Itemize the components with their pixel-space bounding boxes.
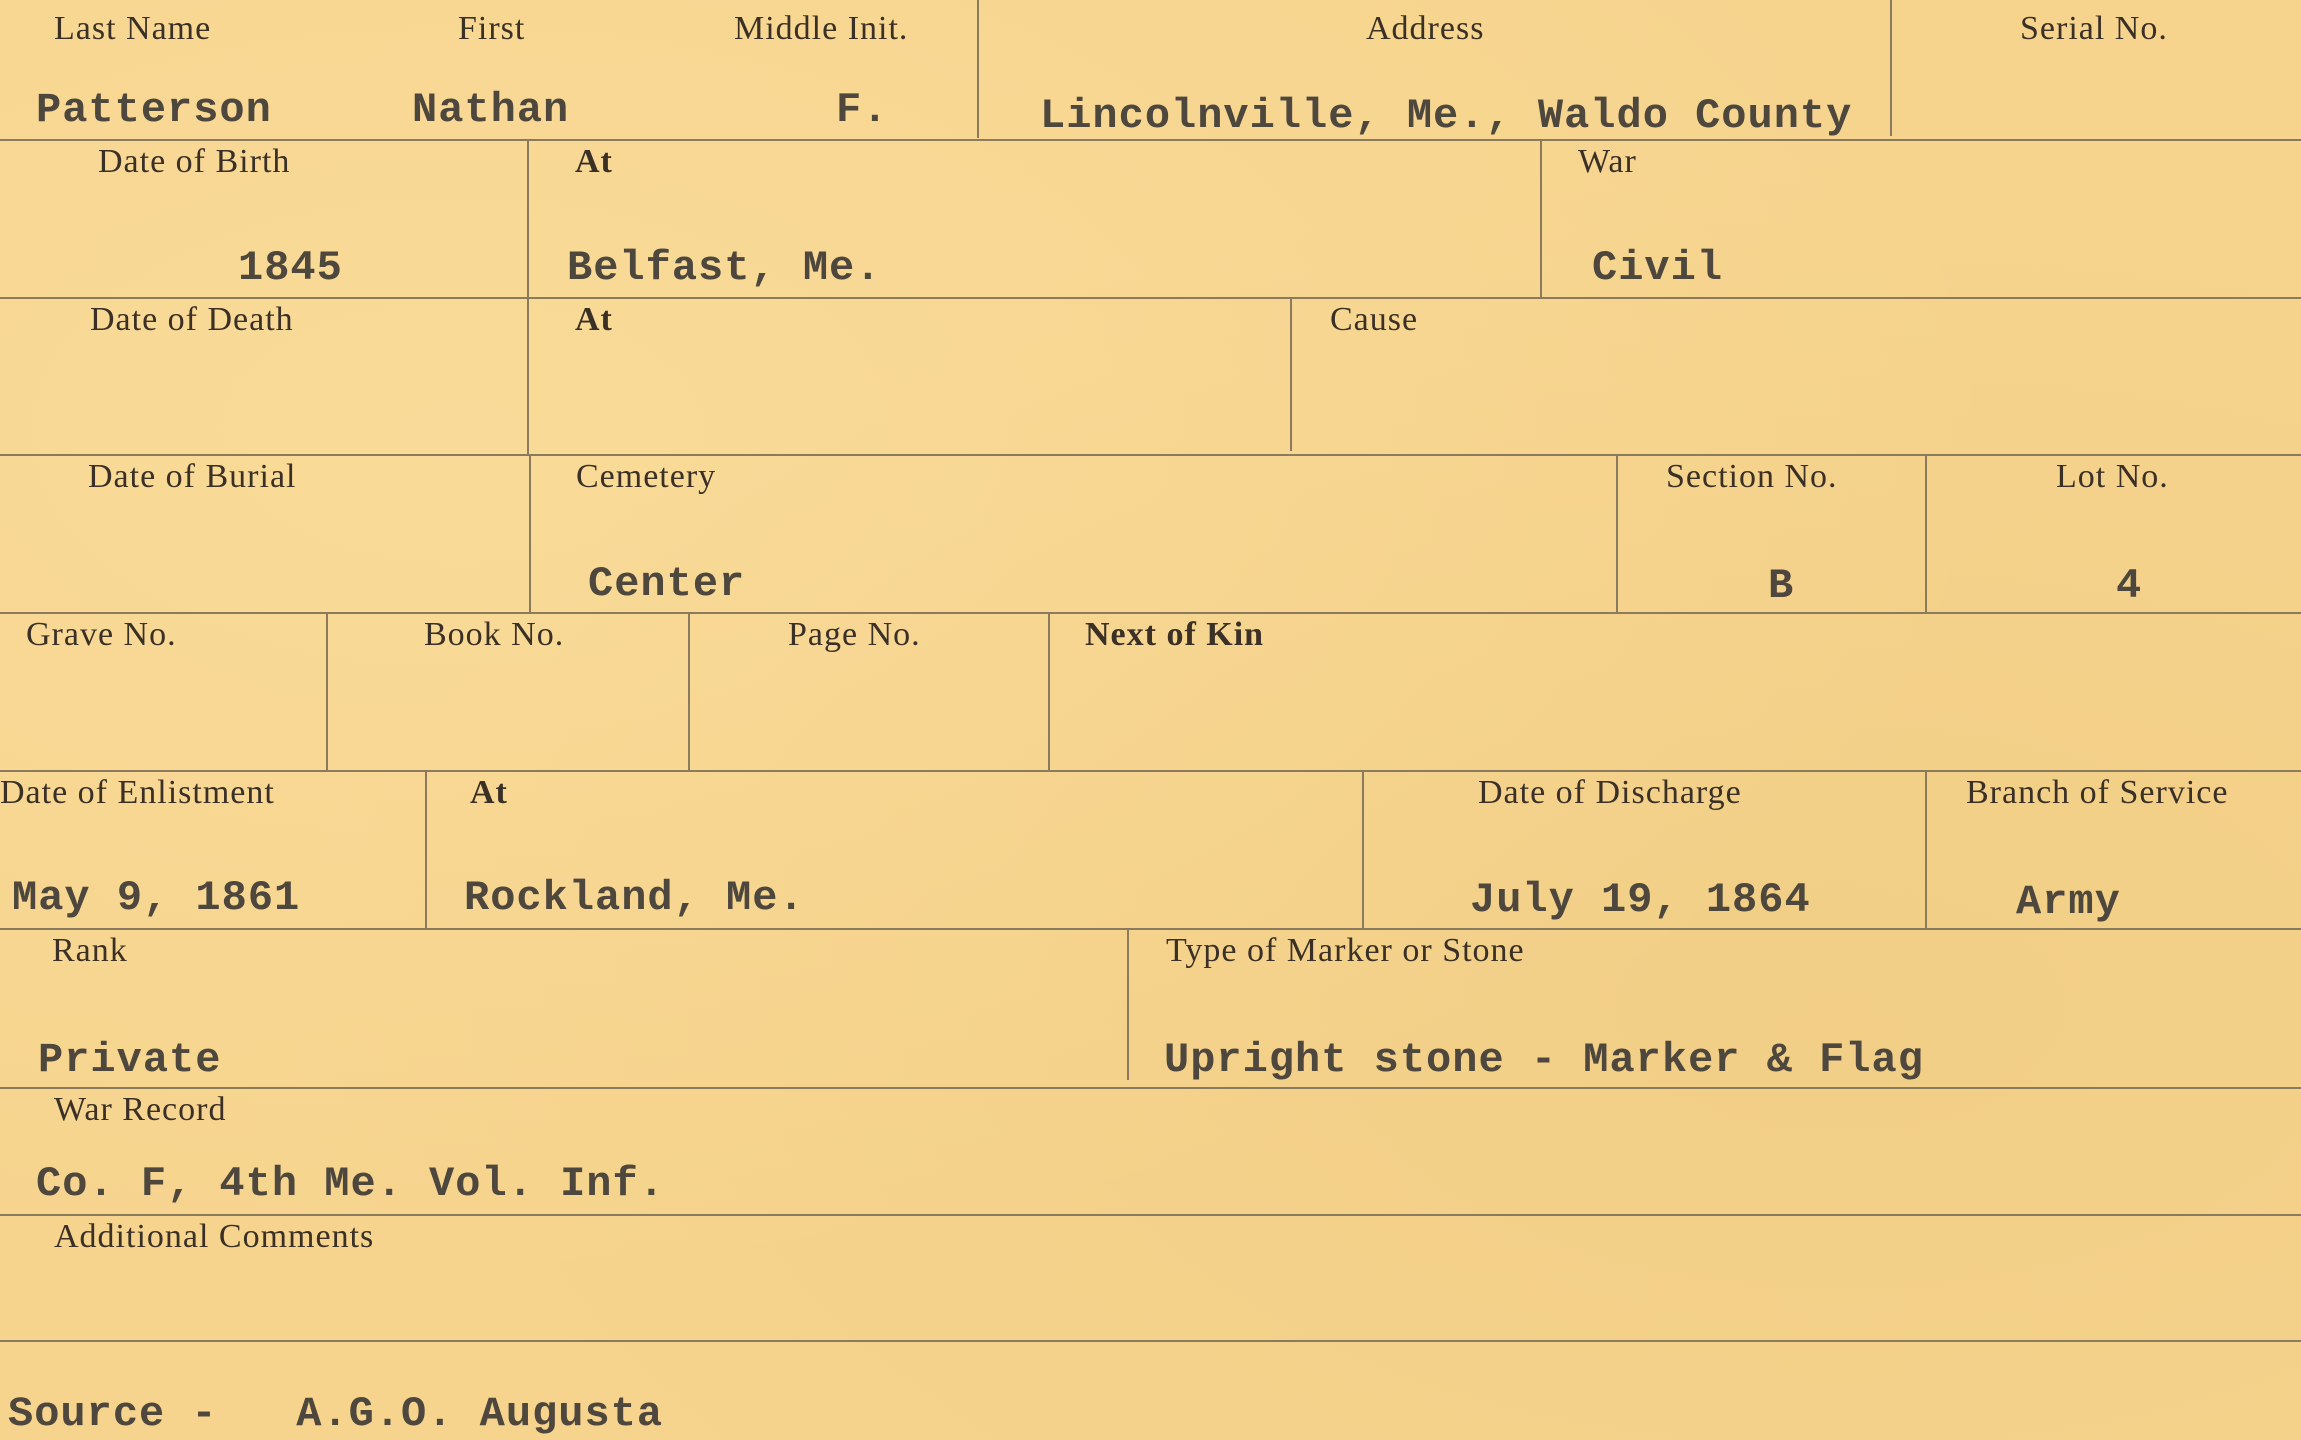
row-divider xyxy=(0,928,2301,930)
enlist-place-value: Rockland, Me. xyxy=(464,874,805,922)
cemetery-value: Center xyxy=(588,560,746,608)
war-record-label: War Record xyxy=(54,1091,227,1128)
date-of-discharge-value: July 19, 1864 xyxy=(1470,876,1811,924)
row-divider xyxy=(0,1340,2301,1342)
rank-label: Rank xyxy=(52,932,128,969)
lot-no-label: Lot No. xyxy=(2056,458,2169,495)
birth-place-value: Belfast, Me. xyxy=(567,244,882,292)
war-label: War xyxy=(1578,143,1637,180)
column-divider xyxy=(527,299,529,454)
death-at-label: At xyxy=(575,301,613,338)
book-no-label: Book No. xyxy=(424,616,565,653)
date-of-discharge-label: Date of Discharge xyxy=(1478,774,1742,811)
branch-of-service-label: Branch of Service xyxy=(1966,774,2229,811)
column-divider xyxy=(1925,456,1927,612)
address-value: Lincolnville, Me., Waldo County xyxy=(1040,92,1853,140)
cemetery-label: Cemetery xyxy=(576,458,717,495)
war-record-value: Co. F, 4th Me. Vol. Inf. xyxy=(36,1160,665,1208)
source-value: Source - A.G.O. Augusta xyxy=(8,1390,664,1438)
page-no-label: Page No. xyxy=(788,616,921,653)
birth-at-label: At xyxy=(575,143,613,180)
middle-init-value: F. xyxy=(836,86,889,134)
column-divider xyxy=(688,614,690,770)
column-divider xyxy=(425,772,427,928)
last-name-value: Patterson xyxy=(36,86,272,134)
type-of-marker-label: Type of Marker or Stone xyxy=(1166,932,1525,969)
grave-no-label: Grave No. xyxy=(26,616,177,653)
date-of-birth-value: 1845 xyxy=(238,244,343,292)
section-no-value: B xyxy=(1768,562,1795,610)
column-divider xyxy=(1127,930,1129,1080)
middle-init-label: Middle Init. xyxy=(734,10,909,47)
last-name-label: Last Name xyxy=(54,10,212,47)
additional-comments-label: Additional Comments xyxy=(54,1218,375,1255)
row-divider xyxy=(0,454,2301,456)
row-divider xyxy=(0,297,2301,299)
column-divider xyxy=(1290,299,1292,451)
row-divider xyxy=(0,612,2301,614)
serial-no-label: Serial No. xyxy=(2020,10,2168,47)
date-of-burial-label: Date of Burial xyxy=(88,458,297,495)
column-divider xyxy=(326,614,328,770)
row-divider xyxy=(0,770,2301,772)
enlist-at-label: At xyxy=(470,774,508,811)
date-of-enlistment-label: Date of Enlistment xyxy=(0,774,275,811)
type-of-marker-value: Upright stone - Marker & Flag xyxy=(1164,1036,1924,1084)
war-value: Civil xyxy=(1592,244,1724,292)
date-of-death-label: Date of Death xyxy=(90,301,294,338)
column-divider xyxy=(1048,614,1050,770)
section-no-label: Section No. xyxy=(1666,458,1838,495)
column-divider xyxy=(527,141,529,297)
date-of-birth-label: Date of Birth xyxy=(98,143,291,180)
row-divider xyxy=(0,1214,2301,1216)
branch-of-service-value: Army xyxy=(2016,878,2121,926)
date-of-enlistment-value: May 9, 1861 xyxy=(12,874,301,922)
row-divider xyxy=(0,1087,2301,1089)
next-of-kin-label: Next of Kin xyxy=(1085,616,1265,653)
first-name-value: Nathan xyxy=(412,86,570,134)
cause-label: Cause xyxy=(1330,301,1419,338)
column-divider xyxy=(1540,141,1542,297)
column-divider xyxy=(1890,0,1892,136)
column-divider xyxy=(977,0,979,138)
column-divider xyxy=(1362,772,1364,928)
rank-value: Private xyxy=(38,1036,222,1084)
column-divider xyxy=(1925,772,1927,928)
column-divider xyxy=(529,456,531,612)
address-label: Address xyxy=(1366,10,1485,47)
first-name-label: First xyxy=(458,10,526,47)
column-divider xyxy=(1616,456,1618,612)
lot-no-value: 4 xyxy=(2116,562,2143,610)
